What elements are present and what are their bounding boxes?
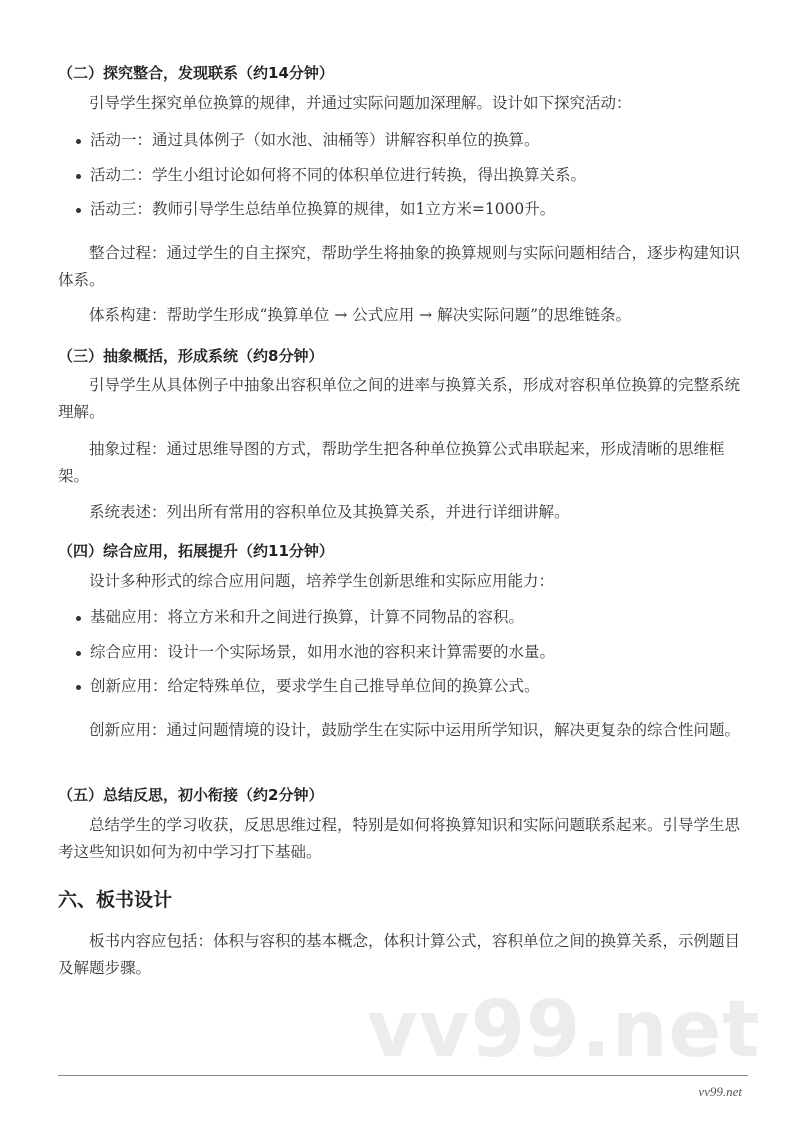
bullet-icon	[76, 616, 81, 621]
list-item	[76, 162, 746, 189]
paragraph: 系统表述：列出所有常用的容积单位及其换算关系，并进行详细讲解。	[89, 503, 570, 521]
list-item	[76, 127, 746, 154]
list-item-text: 活动二：学生小组讨论如何将不同的体积单位进行转换，得出换算关系。	[90, 166, 587, 184]
list-item-text: 活动三：教师引导学生总结单位换算的规律，如1立方米=1000升。	[90, 200, 556, 218]
section-heading: （四）综合应用，拓展提升（约11分钟）	[58, 542, 334, 560]
bullet-icon	[76, 208, 81, 213]
paragraph: 引导学生探究单位换算的规律，并通过实际问题加深理解。设计如下探究活动：	[89, 94, 632, 112]
list-item-text: 基础应用：将立方米和升之间进行换算，计算不同物品的容积。	[90, 608, 525, 626]
list-item-text: 创新应用：给定特殊单位，要求学生自己推导单位间的换算公式。	[90, 677, 540, 695]
bullet-icon	[76, 139, 81, 144]
list-item	[76, 604, 746, 631]
paragraph: 抽象过程：通过思维导图的方式，帮助学生把各种单位换算公式串联起来，形成清晰的思维框架。	[58, 440, 725, 485]
section-heading: （五）总结反思，初小衔接（约2分钟）	[58, 786, 324, 804]
footer-site: vv99.net	[698, 1084, 742, 1099]
paragraph: 总结学生的学习收获，反思思维过程，特别是如何将换算知识和实际问题联系起来。引导学生思考这些知识如何为初中学习打下基础。	[58, 816, 741, 861]
bullet-icon	[76, 685, 81, 690]
paragraph: 设计多种形式的综合应用问题，培养学生创新思维和实际应用能力：	[89, 572, 555, 590]
chapter-heading: 六、板书设计	[58, 889, 173, 911]
bullet-icon	[76, 174, 81, 179]
footer-divider	[58, 1075, 748, 1076]
list-item-text: 活动一：通过具体例子（如水池、油桶等）讲解容积单位的换算。	[90, 131, 540, 149]
watermark: vv99.net	[367, 985, 761, 1075]
list-item	[76, 673, 746, 700]
paragraph: 创新应用：通过问题情境的设计，鼓励学生在实际中运用所学知识，解决更复杂的综合性问题。	[89, 721, 741, 739]
bullet-icon	[76, 651, 81, 656]
paragraph: 体系构建：帮助学生形成“换算单位 → 公式应用 → 解决实际问题”的思维链条。	[89, 306, 632, 324]
list-item	[76, 196, 746, 223]
paragraph: 引导学生从具体例子中抽象出容积单位之间的进率与换算关系，形成对容积单位换算的完整系统理解。	[58, 376, 741, 421]
paragraph: 整合过程：通过学生的自主探究，帮助学生将抽象的换算规则与实际问题相结合，逐步构建知识体系。	[58, 244, 741, 289]
list-item	[76, 639, 746, 666]
paragraph: 板书内容应包括：体积与容积的基本概念，体积计算公式，容积单位之间的换算关系，示例题目及解题步骤。	[58, 932, 741, 977]
section-heading: （三）抽象概括，形成系统（约8分钟）	[58, 347, 324, 365]
list-item-text: 综合应用：设计一个实际场景，如用水池的容积来计算需要的水量。	[90, 643, 556, 661]
section-heading: （二）探究整合，发现联系（约14分钟）	[58, 64, 334, 82]
